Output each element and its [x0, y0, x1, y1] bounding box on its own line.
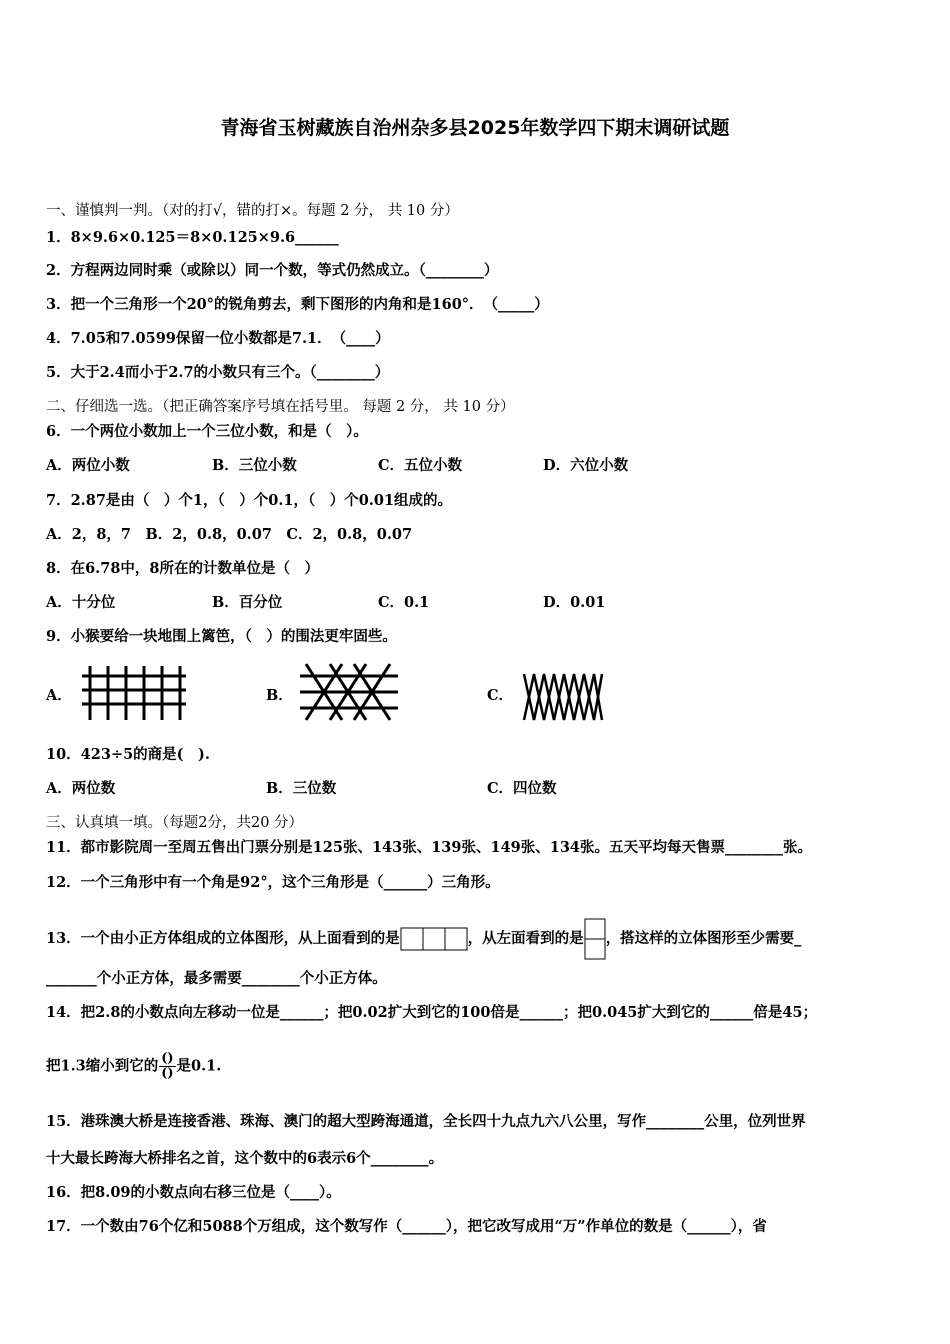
q13-text-b: ，从左面看到的是 — [467, 930, 584, 947]
question-15-line2: 十大最长跨海大桥排名之首，这个数中的6表示6个________。 — [46, 1150, 444, 1167]
fence-cross-horizontal-figure — [300, 662, 398, 722]
question-3: 3．把一个三角形一个20°的锐角剪去，剩下图形的内角和是160°． （_____） — [46, 296, 549, 313]
q9-option-b: B． — [266, 687, 293, 704]
q14-fraction-numerator: () — [161, 1051, 174, 1066]
q8-option-a: A．十分位 — [46, 594, 116, 611]
q13-text-c: ，搭这样的立体图形至少需要_ — [605, 930, 802, 947]
question-8: 8．在6.78中，8所在的计数单位是（ ） — [46, 560, 319, 577]
question-12: 12．一个三角形中有一个角是92°，这个三角形是（______）三角形。 — [46, 874, 500, 891]
q9-option-a: A． — [46, 687, 72, 704]
question-13-line2: _______个小正方体，最多需要________个小正方体。 — [46, 970, 387, 987]
question-11: 11．都市影院周一至周五售出门票分别是125张、143张、139张、149张、134张。五天平均每天售票________张。 — [46, 839, 813, 856]
q14-text-b2: 是0.1. — [176, 1057, 222, 1075]
question-5: 5．大于2.4而小于2.7的小数只有三个。（________） — [46, 364, 390, 381]
q6-option-b: B．三位小数 — [212, 457, 297, 474]
section1-heading: 一、谨慎判一判。（对的打√，错的打×。每题 2 分， 共 10 分） — [46, 203, 459, 219]
q10-option-b: B．三位数 — [266, 780, 337, 797]
section2-heading: 二、仔细选一选。（把正确答案序号填在括号里。 每题 2 分， 共 10 分） — [46, 399, 515, 415]
q10-option-a: A．两位数 — [46, 780, 116, 797]
q8-option-c: C．0.1 — [378, 594, 430, 611]
top-view-figure — [400, 927, 468, 951]
q7-options: A．2，8，7 B．2，0.8，0.07 C．2，0.8，0.07 — [46, 526, 413, 543]
question-2: 2．方程两边同时乘（或除以）同一个数，等式仍然成立。（________） — [46, 262, 499, 279]
left-view-figure — [584, 918, 606, 960]
question-17: 17．一个数由76个亿和5088个万组成，这个数写作（______），把它改写成用“万”作单位的数是（______），省 — [46, 1218, 767, 1235]
q6-option-a: A．两位小数 — [46, 457, 130, 474]
q14-text-b1: 把1.3缩小到它的 — [46, 1057, 159, 1075]
q6-option-d: D．六位小数 — [543, 457, 629, 474]
fence-zigzag-figure — [522, 672, 604, 722]
q14-fraction-denominator: () — [161, 1066, 174, 1081]
question-13-line1 — [46, 918, 801, 960]
q8-option-b: B．百分位 — [212, 594, 283, 611]
question-14-line2 — [46, 1052, 221, 1081]
fence-grid-figure — [82, 664, 186, 722]
question-1: 1．8×9.6×0.125＝8×0.125×9.6______ — [46, 229, 339, 246]
section3-heading: 三、认真填一填。（每题2分，共20 分） — [46, 815, 304, 831]
question-7: 7．2.87是由（ ）个1，（ ）个0.1，（ ）个0.01组成的。 — [46, 492, 453, 509]
q6-option-c: C．五位小数 — [378, 457, 463, 474]
question-15-line1: 15．港珠澳大桥是连接香港、珠海、澳门的超大型跨海通道，全长四十九点九六八公里，写作________公里，位列世界 — [46, 1113, 806, 1130]
q8-option-d: D．0.01 — [543, 594, 606, 611]
q13-text-a: 13．一个由小正方体组成的立体图形，从上面看到的是 — [46, 930, 400, 947]
question-14-line1: 14．把2.8的小数点向左移动一位是______；把0.02扩大到它的100倍是______；把0.045扩大到它的______倍是45； — [46, 1004, 818, 1021]
question-4: 4．7.05和7.0599保留一位小数都是7.1． （____） — [46, 330, 390, 347]
page-title: 青海省玉树藏族自治州杂多县2025年数学四下期末调研试题 — [220, 117, 730, 139]
q9-option-c: C． — [487, 687, 514, 704]
q14-fraction — [159, 1052, 175, 1081]
question-6: 6．一个两位小数加上一个三位小数，和是（ ）。 — [46, 423, 368, 440]
q10-option-c: C．四位数 — [487, 780, 557, 797]
question-16: 16．把8.09的小数点向右移三位是（____）。 — [46, 1184, 341, 1201]
question-9: 9．小猴要给一块地围上篱笆，（ ）的围法更牢固些。 — [46, 628, 397, 645]
question-10: 10．423÷5的商是( ). — [46, 746, 210, 763]
